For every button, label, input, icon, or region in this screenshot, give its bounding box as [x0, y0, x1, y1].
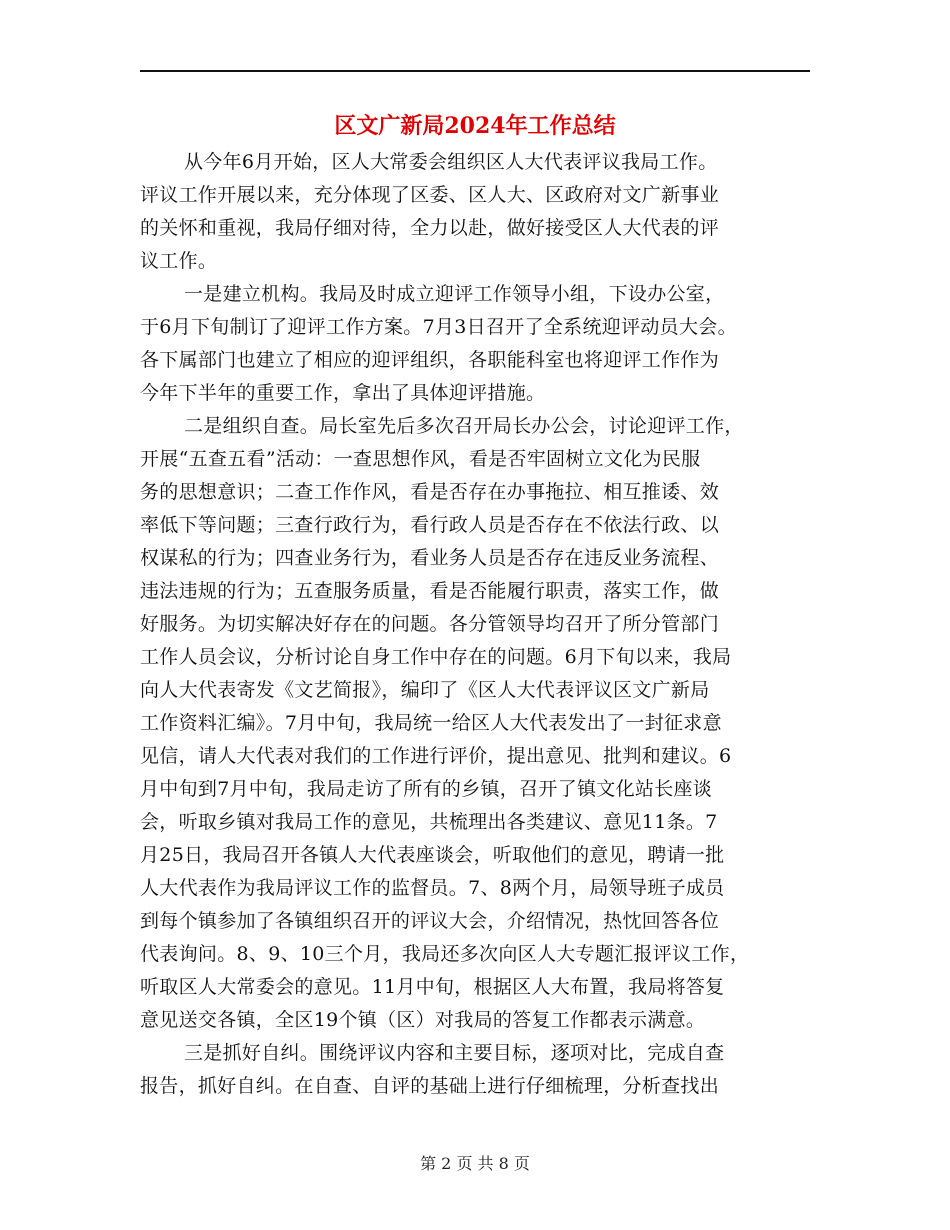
- body-line: 月中旬到7月中旬，我局走访了所有的乡镇，召开了镇文化站长座谈: [140, 778, 713, 800]
- body-line: 议工作。: [140, 250, 218, 272]
- document-body: [140, 146, 830, 1103]
- body-line: 工作人员会议，分析讨论自身工作中存在的问题。6月下旬以来，我局: [140, 646, 732, 668]
- body-line: 的关怀和重视，我局仔细对待，全力以赴，做好接受区人大代表的评: [140, 217, 720, 239]
- body-line: 二是组织自查。局长室先后多次召开局长办公会，讨论迎评工作，: [184, 415, 744, 437]
- body-line: 权谋私的行为；四查业务行为，看业务人员是否存在违反业务流程、: [140, 547, 720, 569]
- body-line: 向人大代表寄发《文艺简报》，编印了《区人大代表评议区文广新局: [140, 679, 710, 701]
- body-line: 从今年6月开始，区人大常委会组织区人大代表评议我局工作。: [184, 151, 718, 173]
- body-line: 人大代表作为我局评议工作的监督员。7、8两个月，局领导班子成员: [140, 877, 725, 899]
- body-line: 于6月下旬制订了迎评工作方案。7月3日召开了全系统迎评动员大会。: [140, 316, 737, 338]
- body-line: 评议工作开展以来，充分体现了区委、区人大、区政府对文广新事业: [140, 184, 720, 206]
- body-line: 率低下等问题；三查行政行为，看行政人员是否存在不依法行政、以: [140, 514, 720, 536]
- body-line: 月25日，我局召开各镇人大代表座谈会，听取他们的意见，聘请一批: [140, 844, 725, 866]
- body-line: 听取区人大常委会的意见。11月中旬，根据区人大布置，我局将答复: [140, 976, 725, 998]
- header-rule: [140, 70, 810, 72]
- body-line: 各下属部门也建立了相应的迎评组织，各职能科室也将迎评工作作为: [140, 349, 720, 371]
- body-line: 今年下半年的重要工作，拿出了具体迎评措施。: [140, 382, 546, 404]
- body-line: 到每个镇参加了各镇组织召开的评议大会，介绍情况，热忱回答各位: [140, 910, 720, 932]
- body-line: 报告，抓好自纠。在自查、自评的基础上进行仔细梳理，分析查找出: [140, 1075, 720, 1097]
- body-line: 违法违规的行为；五查服务质量，看是否能履行职责，落实工作，做: [140, 580, 720, 602]
- body-line: 工作资料汇编》。7月中旬，我局统一给区人大代表发出了一封征求意: [140, 712, 722, 734]
- body-line: 会，听取乡镇对我局工作的意见，共梳理出各类建议、意见11条。7: [140, 811, 718, 833]
- page-number-footer: 第 2 页 共 8 页: [420, 1154, 530, 1173]
- body-line: 代表询问。8、9、10三个月，我局还多次向区人大专题汇报评议工作，: [140, 943, 750, 965]
- body-line: 务的思想意识；二查工作作风，看是否存在办事拖拉、相互推诿、效: [140, 481, 720, 503]
- body-line: 三是抓好自纠。围绕评议内容和主要目标，逐项对比，完成自查: [184, 1042, 725, 1064]
- body-line: 意见送交各镇，全区19个镇（区）对我局的答复工作都表示满意。: [140, 1009, 706, 1031]
- body-line: 开展“五查五看”活动：一查思想作风，看是否牢固树立文化为民服: [140, 448, 701, 470]
- body-line: 见信，请人大代表对我们的工作进行评价，提出意见、批判和建议。6: [140, 745, 732, 767]
- body-line: 好服务。为切实解决好存在的问题。各分管领导均召开了所分管部门: [140, 613, 720, 635]
- body-line: 一是建立机构。我局及时成立迎评工作领导小组，下设办公室，: [184, 283, 725, 305]
- document-title: 区文广新局2024年工作总结: [334, 113, 616, 139]
